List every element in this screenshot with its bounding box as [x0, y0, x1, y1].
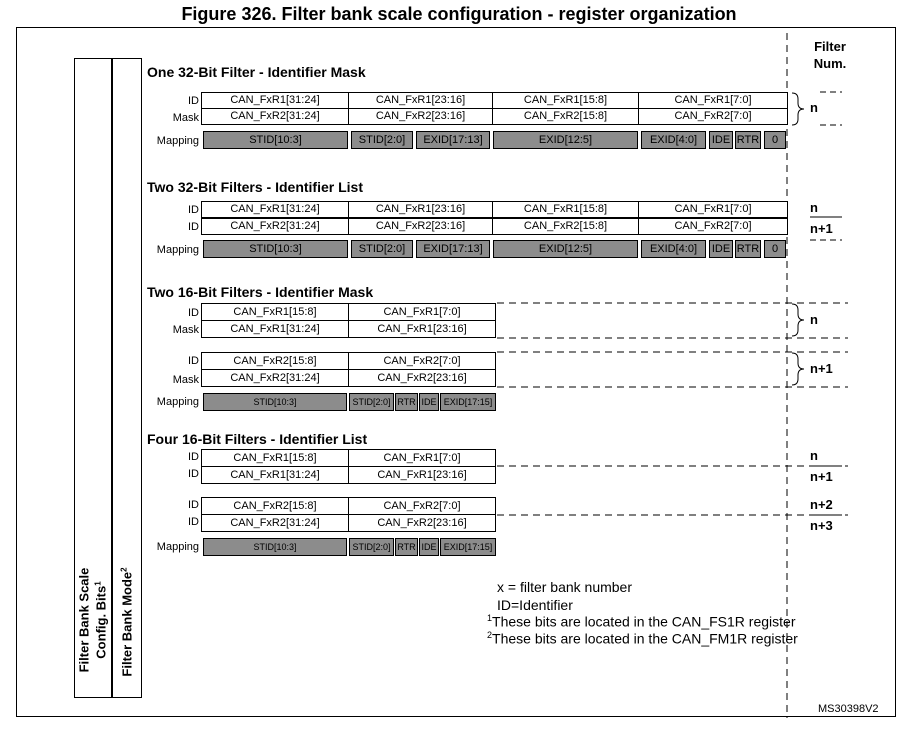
s2-map-exid-12-5: EXID[12:5]	[493, 240, 638, 258]
s1-r1-c2: CAN_FxR1[23:16]	[348, 92, 493, 109]
s2-map-ide: IDE	[709, 240, 733, 258]
s1-map-exid-4-0: EXID[4:0]	[641, 131, 706, 149]
s2-id2-label: ID	[188, 221, 199, 233]
s1-r1-c3: CAN_FxR1[15:8]	[492, 92, 639, 109]
s2-map-exid-17-13: EXID[17:13]	[416, 240, 490, 258]
bank-mode-sup: 2	[119, 567, 129, 572]
s4-num-n3: n+3	[810, 518, 833, 533]
s4-map-stid-lo: STID[2:0]	[349, 538, 394, 556]
s4-id4-label: ID	[188, 516, 199, 528]
s2-num-n: n	[810, 200, 818, 215]
bank-mode-text: Filter Bank Mode	[119, 571, 135, 677]
figure-title: Figure 326. Filter bank scale configuration - register organization	[181, 4, 737, 24]
s3-r1-c2: CAN_FxR1[7:0]	[348, 303, 496, 321]
s4-map-exid: EXID[17:15]	[440, 538, 496, 556]
s2-id1-label: ID	[188, 204, 199, 216]
s4-map-ide: IDE	[419, 538, 439, 556]
s3-map-rtr: RTR	[395, 393, 418, 411]
s3-r1-c1: CAN_FxR1[15:8]	[201, 303, 349, 321]
s1-id-label: ID	[188, 95, 199, 107]
s1-r2-c4: CAN_FxR2[7:0]	[638, 108, 788, 125]
s4-mapping-label: Mapping	[156, 541, 199, 553]
s1-map-rtr: RTR	[735, 131, 761, 149]
note-2-sup: 2	[487, 630, 493, 640]
filter-num-header-line2: Num.	[813, 56, 847, 71]
filter-num-header-line1: Filter	[814, 39, 846, 54]
s2-num-n1: n+1	[810, 221, 833, 236]
note-id: ID=Identifier	[497, 597, 573, 613]
s2-r1-c2: CAN_FxR1[23:16]	[348, 201, 493, 218]
s1-map-ide: IDE	[709, 131, 733, 149]
s2-r1-c4: CAN_FxR1[7:0]	[638, 201, 788, 218]
s4-id1-label: ID	[188, 451, 199, 463]
s2-r2-c2: CAN_FxR2[23:16]	[348, 218, 493, 235]
s3-r2-c1: CAN_FxR1[31:24]	[201, 320, 349, 338]
s4-num-n: n	[810, 448, 818, 463]
scale-config-sup: 1	[93, 581, 103, 586]
note-1	[487, 613, 796, 630]
s4-map-rtr: RTR	[395, 538, 418, 556]
scale-config-label	[77, 568, 108, 673]
s1-mask-label: Mask	[172, 112, 199, 124]
section3-title: Two 16-Bit Filters - Identifier Mask	[147, 284, 374, 300]
scale-config-line1: Filter Bank Scale	[76, 567, 92, 673]
s4-num-n2: n+2	[810, 497, 833, 512]
s3-map-stid-lo: STID[2:0]	[349, 393, 394, 411]
s3-num-n1: n+1	[810, 361, 833, 376]
s4-r1-c2: CAN_FxR1[7:0]	[348, 449, 496, 467]
s1-r2-c1: CAN_FxR2[31:24]	[201, 108, 349, 125]
s3-map-exid: EXID[17:15]	[440, 393, 496, 411]
s2-map-stid-lo: STID[2:0]	[351, 240, 413, 258]
note-2	[487, 630, 798, 647]
s1-r1-c1: CAN_FxR1[31:24]	[201, 92, 349, 109]
s4-r2-c2: CAN_FxR1[23:16]	[348, 466, 496, 484]
s2-mapping-label: Mapping	[156, 244, 199, 256]
s4-r2-c1: CAN_FxR1[31:24]	[201, 466, 349, 484]
figure-reference: MS30398V2	[818, 703, 879, 715]
s2-map-exid-4-0: EXID[4:0]	[641, 240, 706, 258]
s2-r1-c3: CAN_FxR1[15:8]	[492, 201, 639, 218]
s3-mapping-label: Mapping	[156, 396, 199, 408]
s3-r3-c1: CAN_FxR2[15:8]	[201, 352, 349, 370]
s2-r1-c1: CAN_FxR1[31:24]	[201, 201, 349, 218]
note-1-text: These bits are located in the CAN_FS1R register	[492, 613, 796, 630]
s3-mask2-label: Mask	[172, 374, 199, 386]
note-2-text: These bits are located in the CAN_FM1R register	[492, 630, 798, 647]
s1-map-exid-17-13: EXID[17:13]	[416, 131, 490, 149]
s1-map-zero: 0	[764, 131, 786, 149]
s3-id2-label: ID	[188, 355, 199, 367]
s3-num-n: n	[810, 312, 818, 327]
section1-title: One 32-Bit Filter - Identifier Mask	[147, 64, 366, 80]
s2-map-rtr: RTR	[735, 240, 761, 258]
s1-r2-c3: CAN_FxR2[15:8]	[492, 108, 639, 125]
note-1-sup: 1	[487, 613, 493, 623]
scale-config-line2	[91, 568, 108, 673]
s1-num-n: n	[810, 100, 818, 115]
s1-r2-c2: CAN_FxR2[23:16]	[348, 108, 493, 125]
s4-r3-c2: CAN_FxR2[7:0]	[348, 497, 496, 515]
s1-r1-c4: CAN_FxR1[7:0]	[638, 92, 788, 109]
s4-num-n1: n+1	[810, 469, 833, 484]
s3-mask1-label: Mask	[172, 324, 199, 336]
section4-title: Four 16-Bit Filters - Identifier List	[147, 431, 368, 447]
s4-id3-label: ID	[188, 499, 199, 511]
s4-r1-c1: CAN_FxR1[15:8]	[201, 449, 349, 467]
filter-num-header	[800, 38, 860, 72]
s4-r4-c2: CAN_FxR2[23:16]	[348, 514, 496, 532]
s3-map-stid-hi: STID[10:3]	[203, 393, 347, 411]
s2-map-stid-hi: STID[10:3]	[203, 240, 348, 258]
s3-id1-label: ID	[188, 307, 199, 319]
s1-map-exid-12-5: EXID[12:5]	[493, 131, 638, 149]
s1-mapping-label: Mapping	[156, 135, 199, 147]
s3-r4-c2: CAN_FxR2[23:16]	[348, 369, 496, 387]
s2-r2-c3: CAN_FxR2[15:8]	[492, 218, 639, 235]
s2-map-zero: 0	[764, 240, 786, 258]
bank-mode-label	[119, 567, 134, 676]
s2-r2-c1: CAN_FxR2[31:24]	[201, 218, 349, 235]
s3-map-ide: IDE	[419, 393, 439, 411]
section2-title: Two 32-Bit Filters - Identifier List	[147, 179, 363, 195]
s3-r3-c2: CAN_FxR2[7:0]	[348, 352, 496, 370]
s3-r4-c1: CAN_FxR2[31:24]	[201, 369, 349, 387]
s3-r2-c2: CAN_FxR1[23:16]	[348, 320, 496, 338]
s1-map-stid-hi: STID[10:3]	[203, 131, 348, 149]
s4-r4-c1: CAN_FxR2[31:24]	[201, 514, 349, 532]
note-x: x = filter bank number	[497, 579, 633, 595]
s1-map-stid-lo: STID[2:0]	[351, 131, 413, 149]
scale-config-line2-text: Config. Bits	[93, 585, 109, 659]
s4-id2-label: ID	[188, 468, 199, 480]
s4-map-stid-hi: STID[10:3]	[203, 538, 347, 556]
s4-r3-c1: CAN_FxR2[15:8]	[201, 497, 349, 515]
s2-r2-c4: CAN_FxR2[7:0]	[638, 218, 788, 235]
